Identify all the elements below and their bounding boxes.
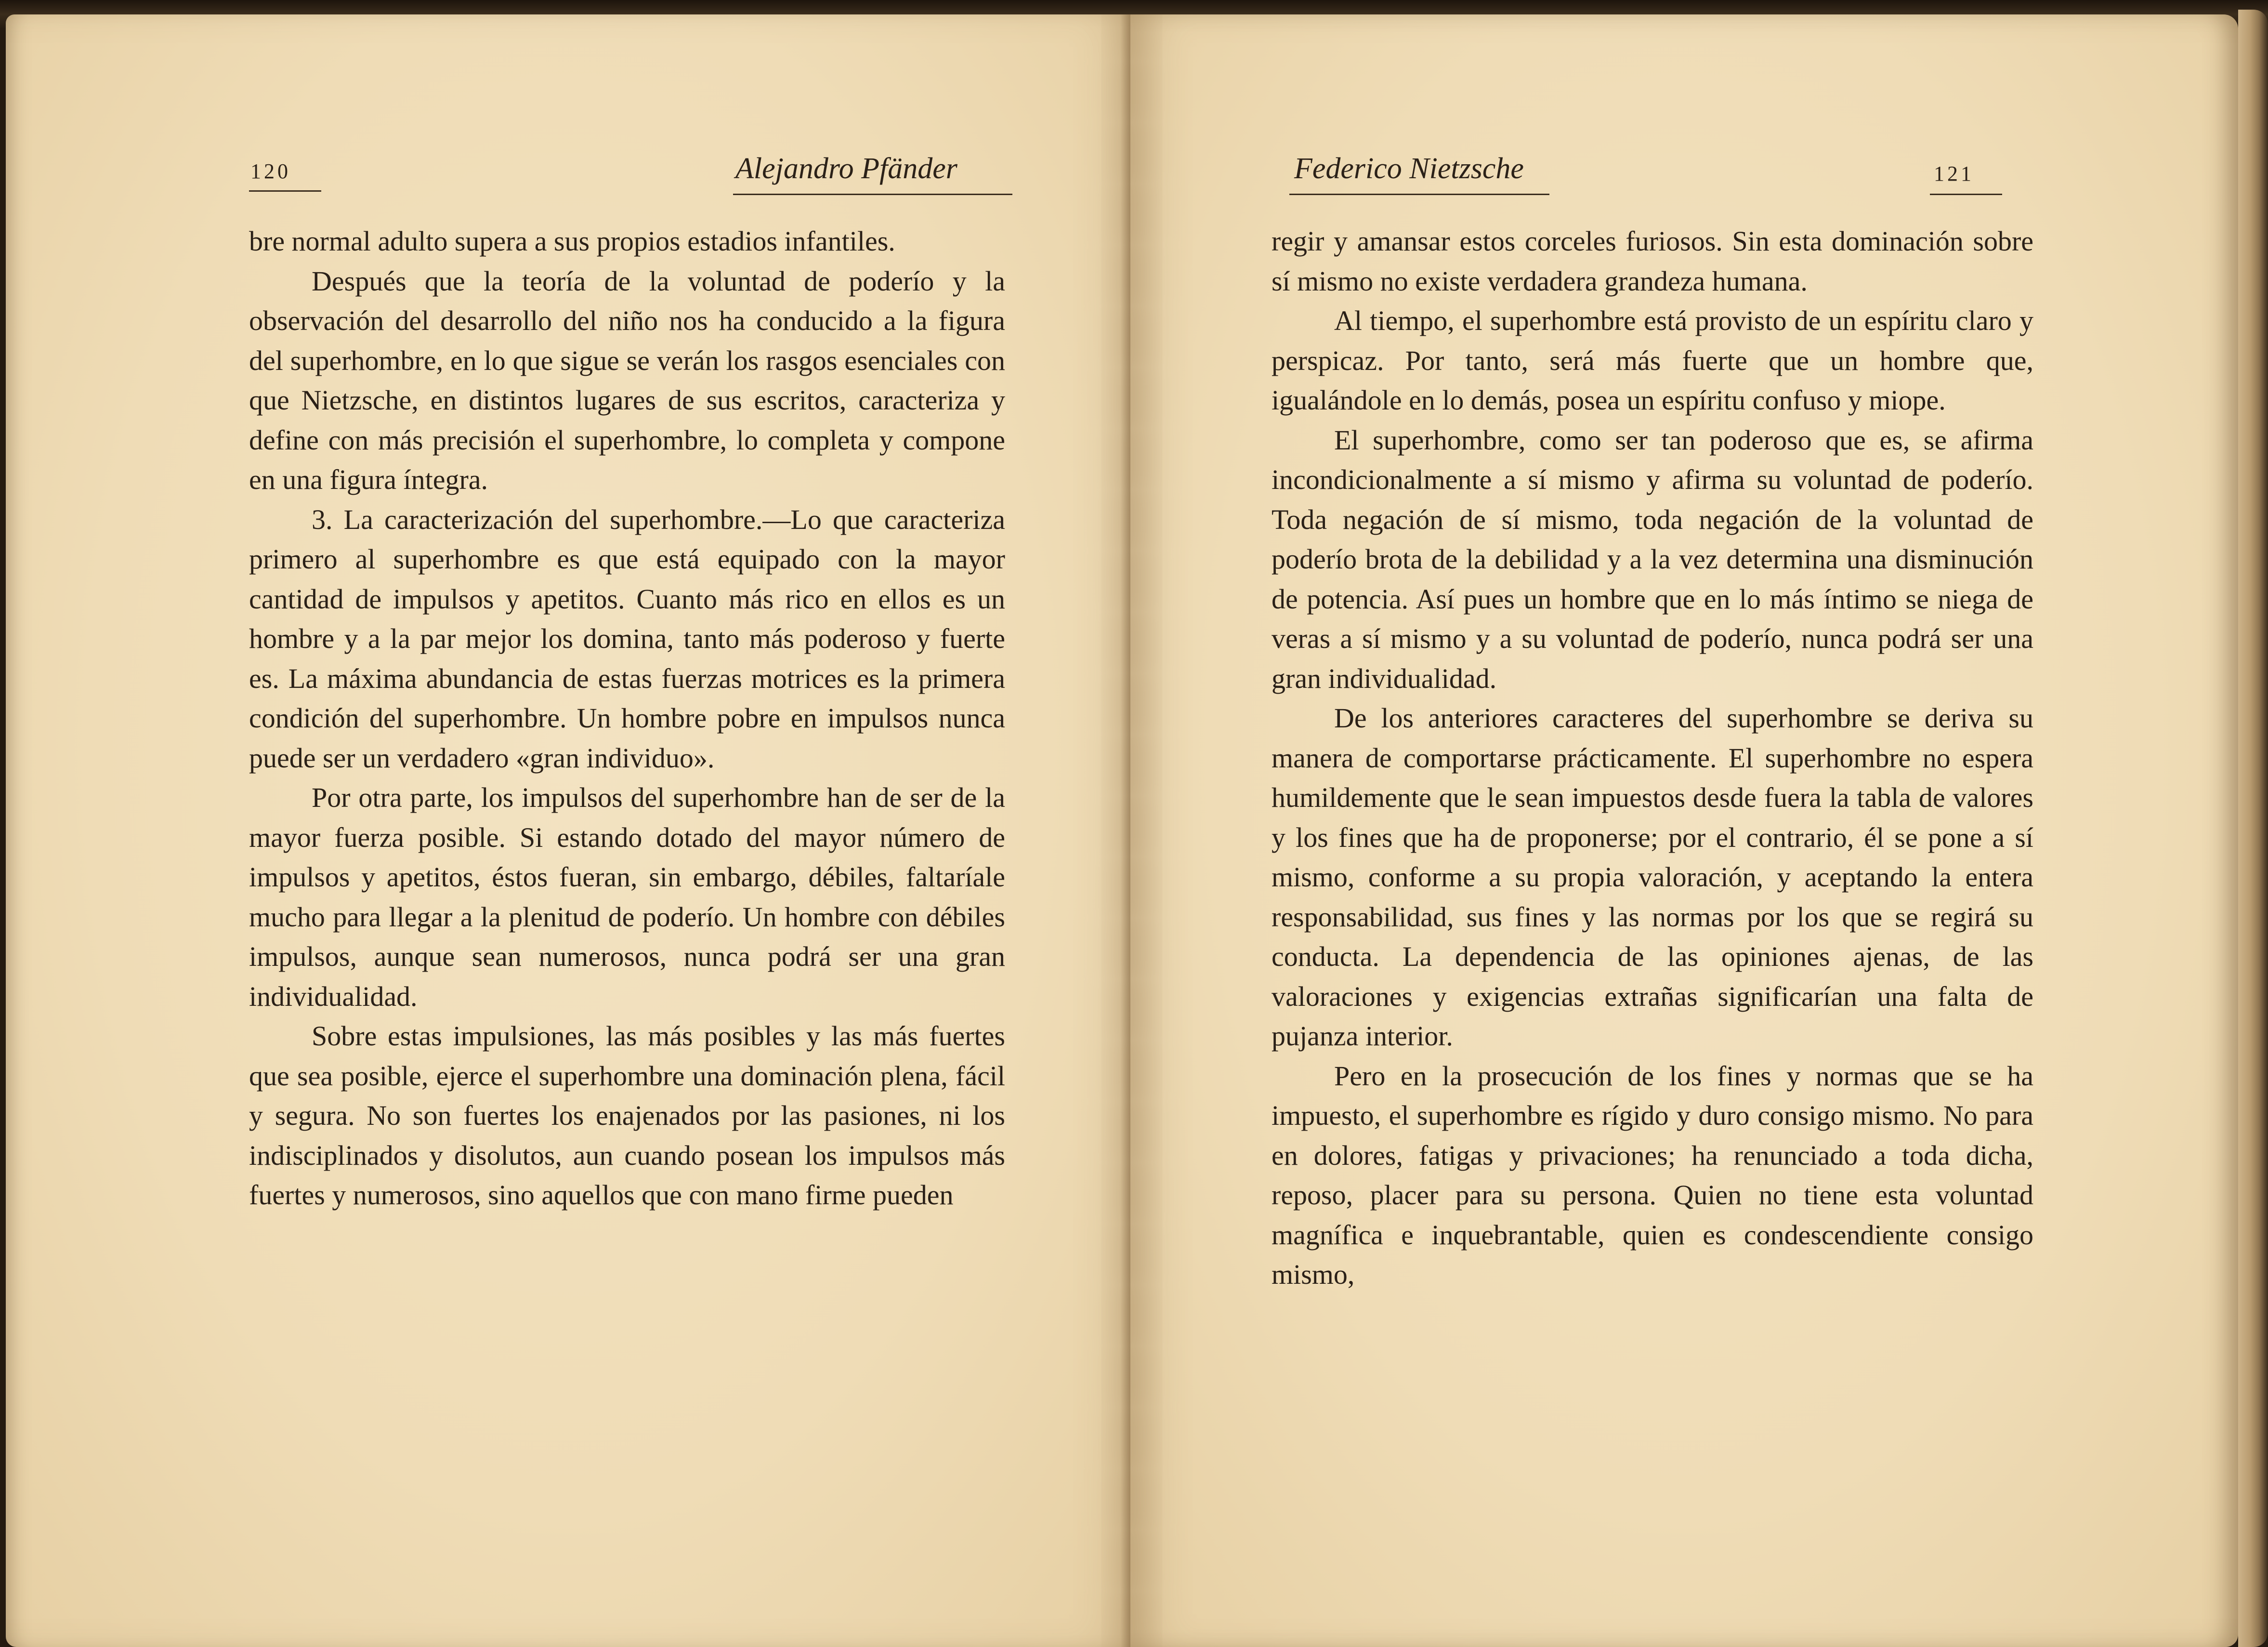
right-body-text [1272, 222, 2033, 1295]
left-paragraph: 3. La caracterización del superhombre.—Lo que caracteriza primero al superhombre es que está equipado con la mayor cantidad de impulsos y apetitos. Cuanto más rico en ellos es un hombre y a la par mejor los domina, tanto más poderoso y fuerte es. La máxima abundancia de estas fuerzas motrices es la primera condición del superhombre. Un hombre pobre en impulsos nunca puede ser un verdadero «gran individuo». [249, 503, 1005, 774]
right-running-head: Federico Nietzsche [1294, 152, 1524, 185]
left-running-head-rule [733, 194, 1012, 195]
page-edge [2238, 10, 2268, 1647]
right-paragraph: Al tiempo, el superhombre está provisto de un espíritu claro y perspicaz. Por tanto, será más fuerte que un hombre que, igualándole en lo demás, posea un espíritu confuso y miope. [1272, 305, 2033, 416]
right-paragraph: Pero en la prosecución de los fines y normas que se ha impuesto, el superhombre es rígido y duro consigo mismo. No para en dolores, fatigas y privaciones; ha renunciado a toda dicha, reposo, placer para su persona. Quien no tiene esta voluntad magnífica e inquebrantable, quien es condescendiente consigo mismo, [1272, 1060, 2033, 1290]
left-page-number-rule [249, 190, 321, 192]
left-paragraph: Sobre estas impulsiones, las más posibles y las más fuertes que sea posible, ejerce el superhombre una dominación plena, fácil y segura. No son fuertes los enajenados por las pasiones, ni los indisciplinados y disolutos, aun cuando posean los impulsos más fuertes y numerosos, sino aquellos que con mano firme pueden [249, 1020, 1005, 1211]
right-paragraph: De los anteriores caracteres del superhombre se deriva su manera de comportarse prácticamente. El superhombre no espera humildemente que le sean impuestos desde fuera la tabla de valores y los fines que ha de proponerse; por el contrario, él se pone a sí mismo, conforme a su propia valoración, y aceptando la entera responsabilidad, sus fines y las normas por los que se regirá su conducta. La dependencia de las opiniones ajenas, de las valoraciones y exigencias extrañas significarían una falta de pujanza interior. [1272, 702, 2033, 1052]
right-page [1130, 14, 2238, 1647]
left-running-head: Alejandro Pfänder [735, 152, 957, 185]
left-body-text [249, 222, 1005, 1215]
right-paragraph: El superhombre, como ser tan poderoso que es, se afirma incondicionalmente a sí mismo y afirma su voluntad de poderío. Toda negación de sí mismo, toda negación de la voluntad de poderío brota de la debilidad y a la vez determina una disminución de potencia. Así pues un hombre que en lo más íntimo se niega de veras a sí mismo y a su voluntad de poderío, nunca podrá ser una gran individualidad. [1272, 424, 2033, 694]
left-paragraph: Después que la teoría de la voluntad de poderío y la observación del desarrollo del niño nos ha conducido a la figura del superhombre, en lo que sigue se verán los rasgos esenciales con que Nietzsche, en distintos lugares de sus escritos, caracteriza y define con más precisión el superhombre, lo completa y compone en una figura íntegra. [249, 265, 1005, 495]
right-page-number-rule [1930, 194, 2002, 195]
left-paragraph: bre normal adulto supera a sus propios estadios infantiles. [249, 225, 895, 257]
left-page-number: 120 [250, 159, 291, 183]
left-paragraph: Por otra parte, los impulsos del superhombre han de ser de la mayor fuerza posible. Si estando dotado del mayor número de impulsos y apetitos, éstos fueran, sin embargo, débiles, faltaríale mucho para llegar a la plenitud de poderío. Un hombre con débiles impulsos, aunque sean numerosos, nunca podrá ser una gran individualidad. [249, 782, 1005, 1012]
right-running-head-rule [1289, 194, 1549, 195]
right-paragraph: regir y amansar estos corceles furiosos. Sin esta dominación sobre sí mismo no existe verdadera grandeza humana. [1272, 225, 2033, 297]
left-page [6, 14, 1130, 1647]
right-page-number: 121 [1934, 162, 1974, 185]
